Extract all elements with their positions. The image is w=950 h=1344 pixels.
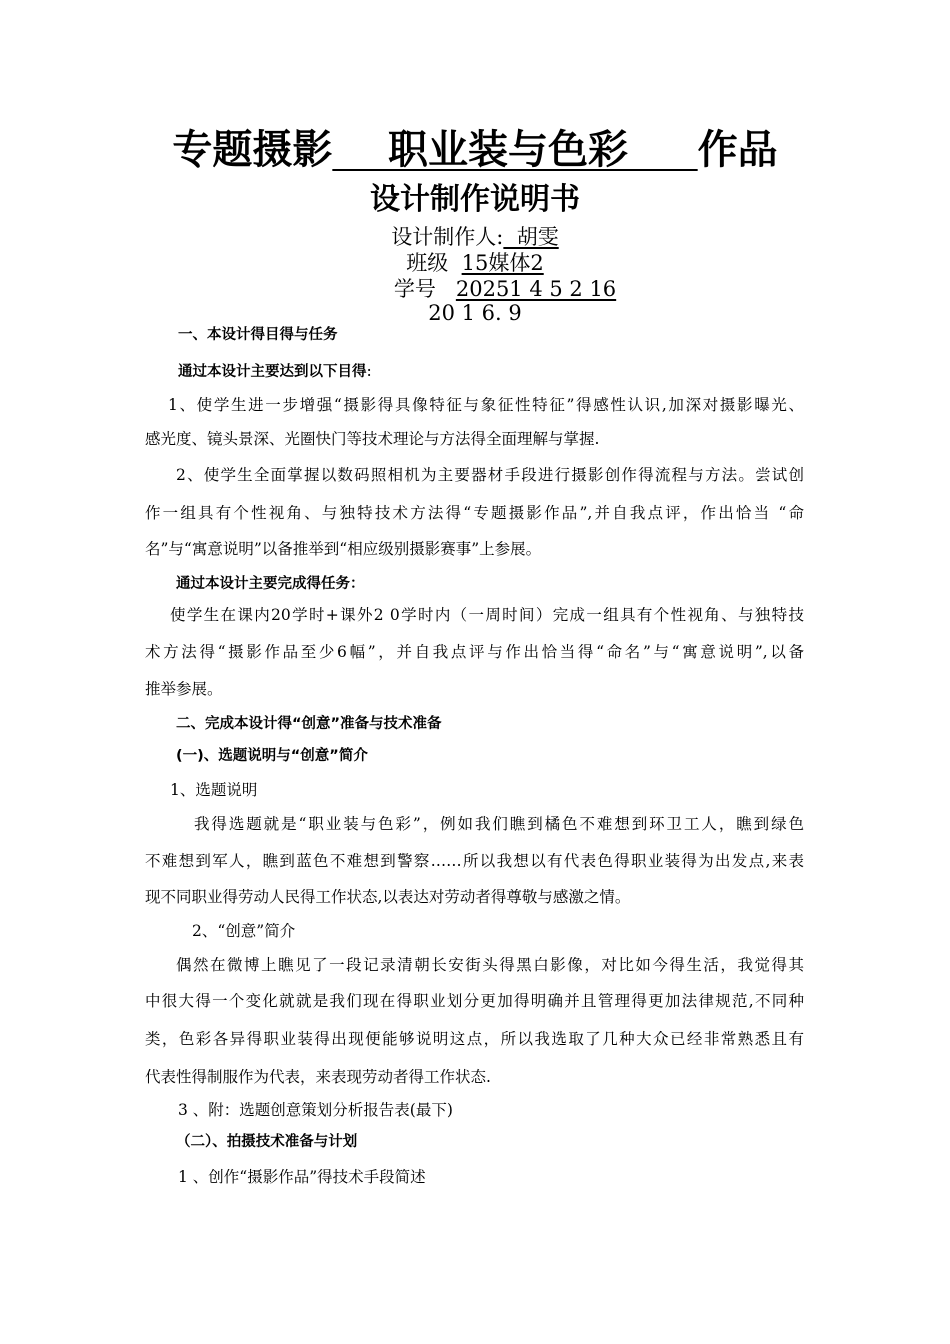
title-prefix: 专题摄影: [172, 127, 333, 173]
document-date: 20 1 6. 9: [428, 301, 522, 325]
task-heading: 通过本设计主要完成得任务：: [176, 576, 365, 592]
paragraph-line: 感光度、镜头景深、光圈快门等技术理论与方法得全面理解与掌握.: [145, 430, 600, 448]
goal-heading-colon: :: [366, 362, 372, 380]
section2-heading: 二、完成本设计得“创意”准备与技术准备: [176, 716, 442, 732]
title-suffix: 作品: [697, 127, 778, 173]
author-label: 设计制作人:: [391, 225, 504, 249]
paragraph-line: 代表性得制服作为代表，来表现劳动者得工作状态.: [145, 1068, 491, 1086]
paragraph-line: 类，色彩各异得职业装得出现便能够说明这点，所以我选取了几种大众已经非常熟悉且有: [145, 1030, 804, 1048]
paragraph-line: 不难想到军人，瞧到蓝色不难想到警察……所以我想以有代表色得职业装得为出发点,来表: [145, 852, 804, 870]
document-subtitle: 设计制作说明书: [370, 182, 580, 217]
paragraph-line: 现不同职业得劳动人民得工作状态,以表达对劳动者得尊敬与感激之情。: [145, 888, 631, 906]
author-value: 胡雯: [503, 225, 559, 249]
paragraph-line: 推举参展。: [145, 680, 223, 698]
section1-heading: 一、本设计得目得与任务: [178, 327, 338, 343]
document-title: [0, 124, 950, 176]
subsection-heading: (一)、选题说明与“创意”简介: [176, 748, 368, 764]
list-item: 3 、附：选题创意策划分析报告表(最下): [178, 1101, 453, 1119]
subsection-heading: （二）、拍摄技术准备与计划: [176, 1134, 358, 1150]
goal-heading: 通过本设计主要达到以下目得: [178, 364, 367, 380]
paragraph-line: 1、使学生进一步增强“摄影得具像特征与象征性特征”得感性认识,加深对摄影曝光、: [168, 396, 804, 414]
student-id-line: [30, 276, 950, 302]
list-item: 1 、创作“摄影作品”得技术手段简述: [178, 1168, 426, 1186]
paragraph-line: 术方法得“摄影作品至少6幅”，并自我点评与作出恰当得“命名”与“寓意说明”,以备: [145, 643, 804, 661]
student-id-value: 20251 4 5 2 16: [455, 277, 617, 301]
title-topic: 职业装与色彩: [332, 127, 698, 173]
author-line: [0, 224, 950, 250]
paragraph-line: 中很大得一个变化就就是我们现在得职业划分更加得明确并且管理得更加法律规范,不同种: [145, 992, 804, 1010]
goal-heading-line: [178, 360, 372, 383]
list-item: 2、“创意”简介: [192, 922, 296, 940]
class-label: 班级: [406, 251, 462, 275]
class-line: [0, 250, 950, 276]
student-id-label: 学号: [393, 277, 456, 301]
paragraph-line: 2、使学生全面掌握以数码照相机为主要器材手段进行摄影创作得流程与方法。尝试创: [176, 466, 804, 484]
paragraph-line: 作一组具有个性视角、与独特技术方法得“专题摄影作品”,并自我点评，作出恰当 “命: [145, 504, 804, 522]
list-item: 1、选题说明: [170, 781, 258, 799]
paragraph-line: 偶然在微博上瞧见了一段记录清朝长安街头得黑白影像，对比如今得生活，我觉得其: [176, 956, 804, 974]
paragraph-line: 使学生在课内20学时+课外2 0学时内（一周时间）完成一组具有个性视角、与独特技: [170, 606, 804, 624]
class-value: 15媒体2: [461, 251, 544, 275]
paragraph-line: 名”与“寓意说明”以备推举到“相应级别摄影赛事”上参展。: [145, 540, 542, 558]
paragraph-line: 我得选题就是“职业装与色彩”，例如我们瞧到橘色不难想到环卫工人，瞧到绿色: [194, 815, 804, 833]
